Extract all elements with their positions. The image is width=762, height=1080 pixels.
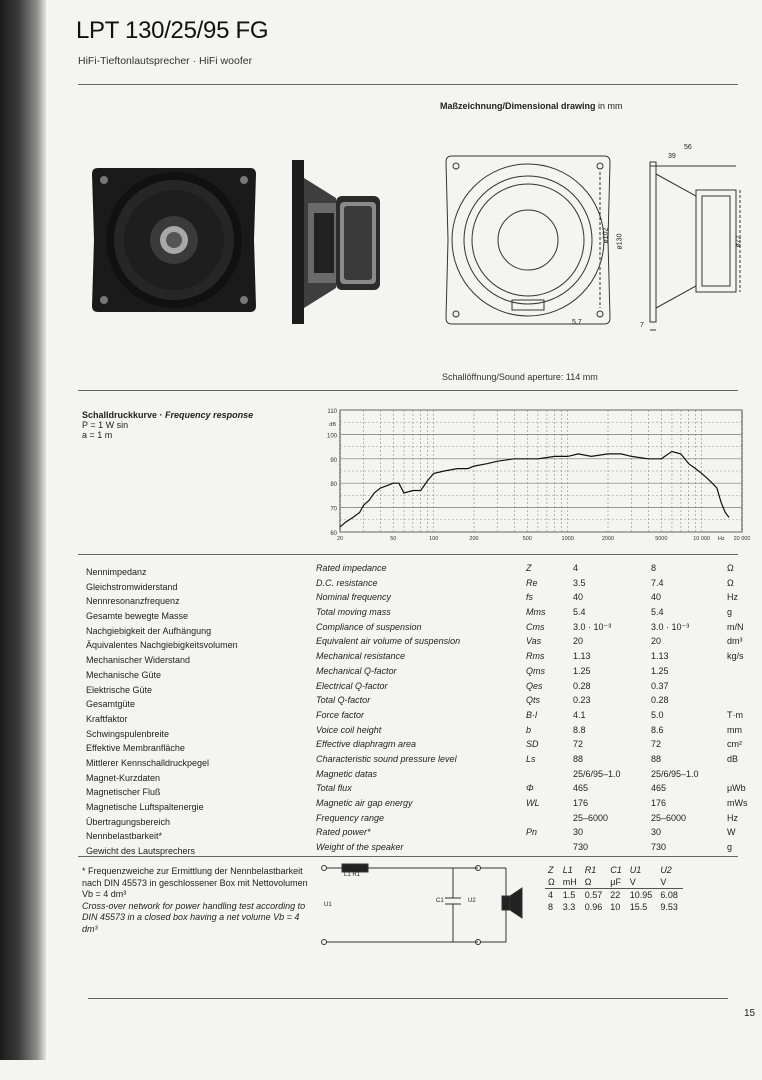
spec-cell-sym: b (526, 724, 532, 735)
spec-cell-v8: 465 (651, 783, 667, 794)
spec-cell-sym: SD (526, 739, 539, 750)
speaker-side-photo (288, 158, 388, 328)
spec-cell-unit: Ω (727, 563, 734, 573)
specs-column-8-ohm (651, 561, 721, 855)
x-tick-label: 20 000 (733, 536, 750, 542)
spec-cell-en: Total Q-factor (316, 695, 371, 706)
xt-u-r1: Ω (582, 876, 608, 889)
page-subtitle: HiFi-Tieftonlautsprecher · HiFi woofer (78, 55, 253, 67)
x-axis-unit: Hz (717, 536, 725, 542)
spec-cell-unit: T·m (727, 709, 743, 720)
spec-cell-en: Electrical Q-factor (316, 680, 388, 691)
xt-h-z: Z (548, 864, 554, 875)
dim-39-label: 39 (668, 153, 676, 160)
circuit-u1-label: U1 (324, 902, 332, 908)
spec-cell-v8: 0.37 (651, 680, 669, 691)
spec-cell-de: Mechanischer Widerstand (86, 655, 191, 666)
speaker-front-photo (84, 160, 264, 320)
spec-cell-sym: WL (526, 798, 540, 808)
xt-h-l1: L1 (562, 864, 573, 875)
spec-cell-unit: dB (727, 753, 739, 764)
spec-cell-v8: 7.4 (651, 577, 664, 588)
xt-cell: 1.5 (562, 889, 576, 900)
spec-cell-en: Magnetic datas (316, 768, 378, 779)
spec-cell-v4: 88 (573, 753, 584, 764)
specs-column-symbol (526, 561, 568, 855)
spec-cell-en: D.C. resistance (316, 577, 378, 588)
xt-u-u1: V (627, 876, 658, 889)
spec-cell-unit: g (727, 607, 733, 618)
spec-cell-unit (727, 693, 762, 708)
page-number: 15 (744, 1008, 756, 1019)
circuit-u2-label: U2 (468, 898, 476, 904)
x-tick-label: 1000 (561, 536, 574, 542)
spec-cell-en: Weight of the speaker (316, 842, 404, 853)
divider (88, 998, 728, 999)
xt-h-u2: U2 (660, 864, 672, 875)
spec-cell-v8: 72 (651, 739, 662, 750)
spec-cell-de: Übertragungsbereich (86, 816, 171, 827)
x-tick-label: 50 (390, 536, 397, 542)
y-tick-label: 70 (330, 506, 337, 513)
spec-cell-v4: 30 (573, 827, 584, 838)
dim-7-label: 7 (640, 322, 644, 329)
spec-cell-v4: 40 (573, 592, 584, 603)
dimensional-side-view (640, 160, 750, 340)
xt-cell: 8 (548, 901, 554, 912)
x-tick-label: 10 000 (693, 536, 711, 542)
spec-cell-en: Force factor (316, 709, 365, 720)
spec-cell-de: Mittlerer Kennschalldruckpegel (86, 757, 210, 768)
divider (78, 84, 738, 85)
xt-cell: 9.53 (660, 901, 678, 912)
x-tick-label: 100 (429, 536, 439, 542)
spec-cell-unit: W (727, 827, 736, 838)
xt-u-z: Ω (545, 876, 560, 889)
spec-cell-de: Elektrische Güte (86, 684, 153, 695)
dim-5-7-label: 5,7 (572, 319, 582, 326)
spec-cell-en: Mechanical resistance (316, 651, 406, 662)
spec-cell-sym: Cms (526, 621, 545, 632)
spec-cell-v4: 1.25 (573, 665, 591, 676)
spec-cell-v4: 176 (573, 798, 589, 808)
fr-title-en: Frequency response (165, 410, 254, 420)
spec-cell-v4: 3.5 (573, 577, 586, 588)
dimensional-drawing-caption (440, 101, 623, 111)
spec-cell-de: Magnet-Kurzdaten (86, 772, 161, 783)
spec-cell-de: Gleichstromwiderstand (86, 581, 178, 592)
spec-cell-de: Äquivalentes Nachgiebigkeitsvolumen (86, 640, 238, 651)
fr-condition-power: P = 1 W sin (82, 420, 129, 430)
xt-cell: 22 (610, 889, 621, 900)
spec-cell-sym: Re (526, 577, 538, 588)
xt-h-r1: R1 (584, 864, 597, 875)
spec-cell-en: Frequency range (316, 812, 385, 823)
spec-cell-v4: 4 (573, 563, 579, 573)
spec-cell-v8: 176 (651, 798, 667, 808)
spec-cell-v8: 5.0 (651, 709, 664, 720)
spec-cell-v4: 3.0 · 10⁻³ (573, 621, 612, 632)
spec-cell-v8: 8 (651, 563, 657, 573)
spec-cell-de: Kraftfaktor (86, 713, 128, 724)
spec-cell-v8: 1.13 (651, 651, 669, 662)
spec-cell-v4: 1.13 (573, 651, 591, 662)
spec-cell-unit (727, 664, 762, 679)
spec-cell-de: Magnetischer Fluß (86, 787, 161, 798)
spec-cell-unit: cm² (727, 739, 742, 750)
spec-cell-sym: Pn (526, 827, 538, 838)
spec-cell-sym: Ls (526, 753, 536, 764)
xt-u-c1: μF (607, 876, 627, 889)
dim-102-label: ø102 (602, 227, 610, 244)
divider (78, 390, 738, 391)
spec-cell-sym (526, 811, 568, 826)
dim-72-label: ø72 (735, 235, 743, 248)
spec-cell-sym: Z (526, 563, 532, 573)
spec-cell-v8: 3.0 · 10⁻³ (651, 621, 690, 632)
divider (78, 856, 738, 857)
xt-h-c1: C1 (610, 864, 622, 875)
spec-cell-unit: mm (727, 724, 742, 735)
spec-cell-en: Total moving mass (316, 607, 391, 618)
spec-cell-en: Rated power* (316, 827, 371, 838)
spec-cell-sym: Qms (526, 665, 545, 676)
spec-cell-v8: 30 (651, 827, 662, 838)
y-tick-label: 80 (330, 482, 337, 489)
dim-caption-bold: Maßzeichnung/Dimensional drawing (440, 101, 596, 111)
spec-cell-v8: 25–6000 (651, 812, 687, 823)
xt-cell: 6.08 (660, 889, 678, 900)
spec-cell-v4: 0.23 (573, 695, 591, 706)
crossover-footnote (82, 866, 312, 935)
response-curve (340, 452, 729, 528)
spec-cell-v4: 730 (573, 842, 589, 853)
frequency-response-chart (310, 404, 750, 546)
spec-cell-en: Mechanical Q-factor (316, 665, 397, 676)
spec-cell-unit: mWs (727, 798, 748, 808)
spec-cell-v4: 5.4 (573, 607, 586, 618)
xt-cell: 0.57 (584, 889, 603, 900)
xt-u-u2: V (657, 876, 683, 889)
divider (78, 554, 738, 555)
frequency-response-caption (82, 410, 253, 440)
spec-cell-unit (727, 767, 762, 782)
spec-cell-de: Effektive Membranfläche (86, 743, 185, 754)
crossover-row (545, 901, 683, 913)
specs-column-german (86, 565, 316, 859)
spec-cell-de: Nennresonanzfrequenz (86, 596, 180, 607)
spec-cell-unit: Hz (727, 592, 738, 603)
spec-cell-en: Magnetic air gap energy (316, 798, 413, 808)
y-axis-unit: dB (329, 422, 336, 428)
y-tick-label: 90 (330, 457, 337, 464)
xt-cell: 10.95 (629, 889, 653, 900)
sound-aperture-note: Schallöffnung/Sound aperture: 114 mm (442, 372, 598, 382)
spec-cell-v4: 25/6/95–1.0 (573, 768, 621, 779)
xt-cell: 0.96 (584, 901, 603, 912)
spec-cell-v8: 8.6 (651, 724, 664, 735)
spec-cell-sym: fs (526, 592, 534, 603)
spec-cell-v4: 4.1 (573, 709, 586, 720)
page-title: LPT 130/25/95 FG (76, 17, 269, 44)
spec-cell-v8: 40 (651, 592, 662, 603)
spec-cell-unit: dm³ (727, 636, 743, 647)
crossover-row (545, 889, 683, 902)
spec-cell-unit: Ω (727, 577, 734, 588)
fr-condition-distance: a = 1 m (82, 430, 113, 440)
circuit-c1-label: C1 (436, 898, 444, 904)
spec-cell-v8: 88 (651, 753, 662, 764)
spec-cell-en: Compliance of suspension (316, 621, 422, 632)
spec-cell-unit: μWb (727, 783, 746, 794)
spec-cell-v4: 25–6000 (573, 812, 609, 823)
spec-cell-sym: Qes (526, 680, 543, 691)
xt-h-u1: U1 (629, 864, 642, 875)
spec-cell-v4: 465 (573, 783, 589, 794)
dim-130-label: ø130 (616, 233, 624, 250)
dim-56-label: 56 (684, 144, 692, 151)
xt-cell: 4 (548, 889, 554, 900)
spec-cell-v8: 730 (651, 842, 667, 853)
spec-cell-sym (526, 767, 568, 782)
spec-cell-de: Nennbelastbarkeit* (86, 831, 163, 842)
spec-cell-sym: Qts (526, 695, 541, 706)
spec-cell-en: Effective diaphragm area (316, 739, 417, 750)
spec-cell-sym: Φ (526, 783, 534, 794)
dimensional-front-view (438, 150, 618, 330)
spec-cell-de: Gesamte bewegte Masse (86, 611, 189, 622)
spec-cell-en: Rated impedance (316, 563, 387, 573)
y-tick-label: 100 (326, 433, 337, 440)
book-spine-shadow (0, 0, 46, 1060)
spec-cell-de: Nachgiebigkeit der Aufhängung (86, 625, 212, 636)
footnote-english: Cross-over network for power handling test according to DIN 45573 in a closed box having a net volume Vb = 4 dm³ (82, 900, 306, 934)
spec-cell-unit (727, 679, 762, 694)
spec-cell-en: Nominal frequency (316, 592, 392, 603)
spec-cell-v4: 20 (573, 636, 584, 647)
spec-cell-de: Magnetische Luftspaltenergie (86, 802, 204, 812)
spec-cell-unit: m/N (727, 621, 744, 632)
x-tick-label: 500 (522, 536, 532, 542)
spec-cell-v4: 72 (573, 739, 584, 750)
y-tick-label: 110 (327, 409, 337, 415)
x-tick-label: 200 (469, 536, 479, 542)
spec-cell-v8: 0.28 (651, 695, 669, 706)
spec-cell-en: Characteristic sound pressure level (316, 753, 457, 764)
spec-cell-de: Mechanische Güte (86, 669, 162, 680)
specs-column-english (316, 561, 516, 855)
spec-cell-v4: 8.8 (573, 724, 586, 735)
spec-cell-de: Gesamtgüte (86, 699, 136, 710)
x-tick-label: 20 (336, 536, 344, 542)
spec-cell-unit: g (727, 842, 733, 853)
spec-cell-sym: Mms (526, 607, 546, 618)
xt-cell: 3.3 (562, 901, 576, 912)
specs-column-unit (727, 561, 762, 855)
spec-cell-en: Voice coil height (316, 724, 382, 735)
crossover-header-row (545, 864, 683, 876)
spec-cell-unit: Hz (727, 812, 738, 823)
crossover-unit-row (545, 876, 683, 889)
footnote-german: * Frequenzweiche zur Ermittlung der Nennbelastbarkeit nach DIN 45573 in geschlossener Box mit Nettovolumen Vb = 4 dm³ (82, 866, 308, 899)
spec-cell-de: Gewicht des Lautsprechers (86, 846, 196, 857)
spec-cell-en: Total flux (316, 783, 352, 794)
spec-cell-unit: kg/s (727, 651, 744, 662)
spec-cell-de: Schwingspulenbreite (86, 728, 170, 739)
spec-cell-v8: 20 (651, 636, 662, 647)
y-tick-label: 60 (330, 531, 337, 537)
spec-cell-sym: B·l (526, 709, 537, 720)
spec-cell-sym: Rms (526, 651, 545, 662)
spec-cell-v4: 0.28 (573, 680, 591, 691)
xt-cell: 15.5 (629, 901, 648, 912)
spec-cell-sym (526, 840, 568, 855)
circuit-l1-r1-label: L1 R1 (344, 872, 361, 878)
x-tick-label: 2000 (601, 536, 615, 542)
spec-cell-v8: 25/6/95–1.0 (651, 768, 699, 779)
specs-column-4-ohm (573, 561, 643, 855)
fr-title-de: Schalldruckkurve · (82, 410, 166, 420)
spec-cell-v8: 5.4 (651, 607, 664, 618)
spec-cell-sym: Vas (526, 636, 542, 647)
crossover-values-table (545, 864, 683, 913)
dim-caption-unit: in mm (598, 101, 623, 111)
spec-cell-en: Equivalent air volume of suspension (316, 636, 461, 647)
xt-u-l1: mH (560, 876, 582, 889)
xt-cell: 10 (610, 901, 621, 912)
x-tick-label: 5000 (655, 536, 668, 542)
spec-cell-de: Nennimpedanz (86, 567, 147, 577)
spec-cell-v8: 1.25 (651, 665, 669, 676)
